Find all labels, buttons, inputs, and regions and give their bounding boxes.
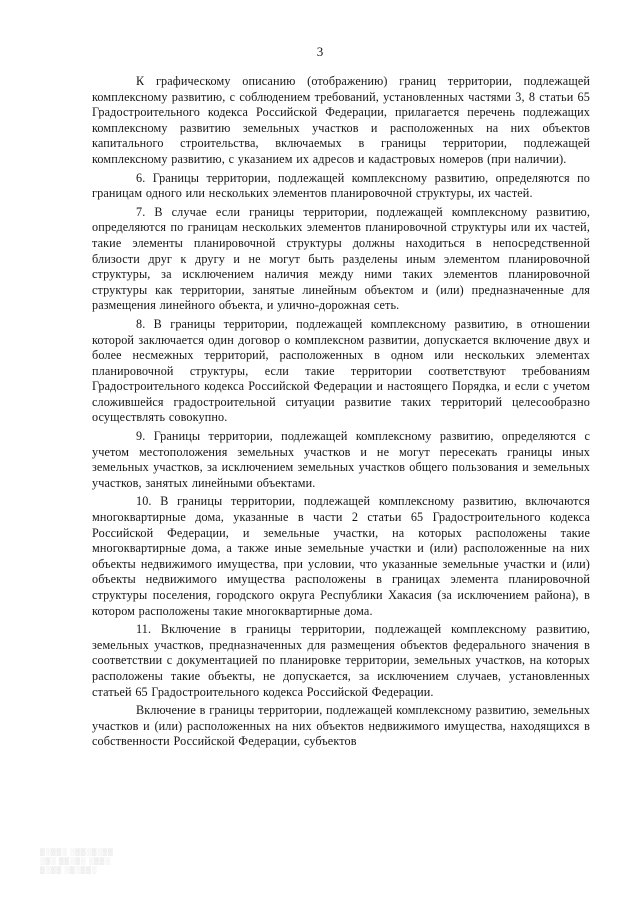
paragraph-8: 8. В границы территории, подлежащей комплексному развитию, в отношении которой заключается один договор о комплексном развитии, допускается включение двух и более несмежных территорий, расположенных в одном или нескольких элементах планировочной структуры, если такие территории соответствуют требованиям Градостроительного кодекса Российской Федерации и настоящего Порядка, и если с учетом сложившейся градостроительной ситуации развитие таких территорий целесообразно осуществлять совокупно. (92, 316, 590, 425)
page-number: 3 (316, 44, 324, 59)
faded-stamp: ▒░▒▒░ ░▒▒░▒░▒▒ ░▒░ ▒▒░▒░ ░▒▒░ ▒░▒▒ ░▒░▒▒░ (40, 849, 114, 874)
paragraph-6: 6. Границы территории, подлежащей комплексному развитию, определяются по границам одного или нескольких элементов планировочной структуры, их частей. (92, 170, 590, 201)
paragraph-11: 11. Включение в границы территории, подлежащей комплексному развитию, земельных участков, предназначенных для размещения объектов федерального значения в соответствии с документацией по планировке территории, земельных участков, на которых расположены такие объекты, не допускается, за исключением случаев, установленных статьей 65 Градостроительного кодекса Российской Федерации. (92, 622, 590, 699)
paragraph-7: 7. В случае если границы территории, подлежащей комплексному развитию, определяются по границам нескольких элементов планировочной структуры или их частей, такие элементы планировочной структуры должны находиться в непосредственной близости друг к другу и не могут быть разделены иным элементом планировочной структуры, за исключением наличия между ними таких элементов планировочной структуры как территории, занятые линейным объектом и (или) предназначенные для размещения линейного объекта, и улично-дорожная сеть. (92, 204, 590, 313)
document-body (92, 74, 590, 753)
paragraph-intro: К графическому описанию (отображению) границ территории, подлежащей комплексному развитию, с соблюдением требований, установленных частями 3, 8 статьи 65 Градостроительного кодекса Российской Федерации, прилагается перечень подлежащих комплексному развитию земельных участков и расположенных на них объектов капитального строительства, включаемых в границы территории, подлежащей комплексному развитию, с указанием их адресов и кадастровых номеров (при наличии). (92, 74, 590, 166)
paragraph-continuation: Включение в границы территории, подлежащей комплексному развитию, земельных участков и (или) расположенных на них объектов недвижимого имущества, находящихся в собственности Российской Федерации, субъектов (92, 703, 590, 749)
paragraph-10: 10. В границы территории, подлежащей комплексному развитию, включаются многоквартирные дома, указанные в части 2 статьи 65 Градостроительного кодекса Российской Федерации, и земельные участки, на которых расположены такие многоквартирные дома, а также иные земельные участки и (или) расположенные на них объекты недвижимого имущества, при условии, что указанные земельные участки и (или) объекты недвижимого имущества расположены в границах элемента планировочной структуры поселения, городского округа Республики Хакасия (за исключением района), в котором расположены такие многоквартирные дома. (92, 494, 590, 618)
paragraph-9: 9. Границы территории, подлежащей комплексному развитию, определяются с учетом местоположения земельных участков и не могут пересекать границы иных земельных участков, за исключением земельных участков общего пользования и земельных участков, занятых линейными объектами. (92, 429, 590, 490)
